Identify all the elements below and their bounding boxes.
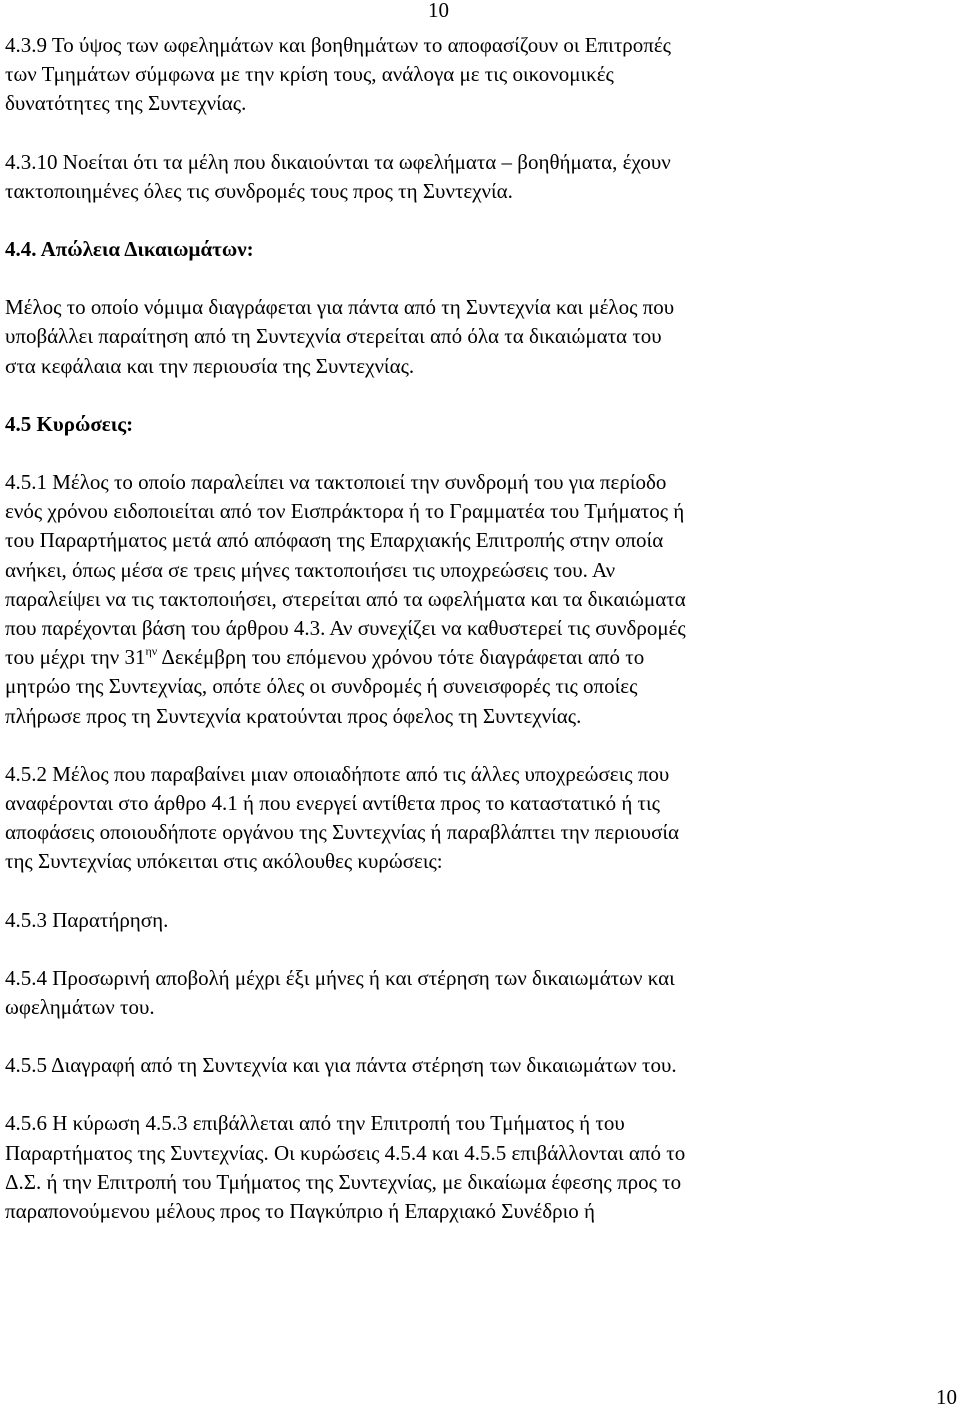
text-line: Δ.Σ. ή την Επιτροπή του Τμήματος της Συντεχνίας, με δικαίωμα έφεσης προς το [5, 1169, 682, 1194]
paragraph-4-4-body [5, 293, 900, 381]
text-line: ενός χρόνου ειδοποιείται από τον Εισπράκτορα ή το Γραμματέα του Τμήματος ή [5, 499, 685, 524]
heading-text: 4.4. Απώλεια Δικαιωμάτων: [5, 237, 254, 262]
text-line: του Παραρτήματος μετά από απόφαση της Επαρχιακής Επιτροπής στην οποία [5, 528, 664, 553]
text-line: ωφελημάτων του. [5, 995, 155, 1020]
paragraph-4-5-5 [5, 1051, 900, 1080]
text-line: 4.3.9 Το ύψος των ωφελημάτων και βοηθημάτων το αποφασίζουν οι Επιτροπές [5, 33, 671, 57]
text-line: 4.3.10 Νοείται ότι τα μέλη που δικαιούνται τα ωφελήματα – βοηθήματα, έχουν [5, 149, 671, 174]
text-line: 4.5.3 Παρατήρηση. [5, 907, 169, 932]
text-line: 4.5.1 Μέλος το οποίο παραλείπει να τακτοποιεί την συνδρομή του για περίοδο [5, 470, 667, 495]
text-line: 4.5.4 Προσωρινή αποβολή μέχρι έξι μήνες ή και στέρηση των δικαιωμάτων και [5, 965, 675, 990]
text-line: 4.5.2 Μέλος που παραβαίνει μιαν οποιαδήποτε από τις άλλες υποχρεώσεις που [5, 761, 670, 786]
text-line: που παρέχονται βάση του άρθρου 4.3. Αν συνεχίζει να καθυστερεί τις συνδρομές [5, 616, 686, 641]
text-line: των Τμημάτων σύμφωνα με την κρίση τους, ανάλογα με τις οικονομικές [5, 62, 614, 87]
text-line: δυνατότητες της Συντεχνίας. [5, 91, 247, 116]
paragraph-4-3-9 [5, 31, 900, 119]
section-heading-4-5 [5, 410, 900, 439]
paragraph-4-5-2 [5, 760, 900, 877]
ordinal-superscript: ην [145, 644, 158, 659]
paragraph-4-5-4 [5, 964, 900, 1022]
text-segment: Δεκέμβρη του επόμενου χρόνου τότε διαγράφεται από το [157, 645, 645, 670]
text-line: τακτοποιημένες όλες τις συνδρομές τους προς τη Συντεχνία. [5, 178, 513, 203]
paragraph-4-5-6 [5, 1109, 900, 1226]
text-line: ανήκει, όπως μέσα σε τρεις μήνες τακτοποιήσει τις υποχρεώσεις του. Αν [5, 557, 616, 582]
page-number-bottom: 10 [936, 1385, 957, 1409]
text-line: Μέλος το οποίο νόμιμα διαγράφεται για πάντα από τη Συντεχνία και μέλος που [5, 295, 675, 320]
paragraph-4-5-1 [5, 468, 900, 731]
text-line: αποφάσεις οποιουδήποτε οργάνου της Συντεχνίας ή παραβλάπτει την περιουσία [5, 820, 680, 845]
text-line: της Συντεχνίας υπόκειται στις ακόλουθες κυρώσεις: [5, 849, 443, 874]
text-line: αναφέρονται στο άρθρο 4.1 ή που ενεργεί αντίθετα προς το καταστατικό ή τις [5, 791, 660, 816]
text-line: Παραρτήματος της Συντεχνίας. Οι κυρώσεις 4.5.4 και 4.5.5 επιβάλλονται από το [5, 1140, 686, 1165]
text-line: παραπονούμενου μέλους προς το Παγκύπριο ή Επαρχιακό Συνέδριο ή [5, 1199, 595, 1224]
text-line: πλήρωσε προς τη Συντεχνία κρατούνται προς όφελος τη Συντεχνίας. [5, 703, 582, 728]
text-line: μητρώο της Συντεχνίας, οπότε όλες οι συνδρομές ή συνεισφορές τις οποίες [5, 674, 638, 699]
text-line: 4.5.5 Διαγραφή από τη Συντεχνία και για πάντα στέρηση των δικαιωμάτων του. [5, 1053, 677, 1078]
text-line: υποβάλλει παραίτηση από τη Συντεχνία στερείται από όλα τα δικαιώματα του [5, 324, 662, 349]
text-line: στα κεφάλαια και την περιουσία της Συντεχνίας. [5, 353, 415, 378]
text-segment: του μέχρι την 31 [5, 645, 146, 670]
paragraph-4-5-3 [5, 906, 900, 935]
heading-text: 4.5 Κυρώσεις: [5, 411, 134, 436]
paragraph-4-3-10 [5, 148, 900, 206]
document-body [5, 31, 900, 1255]
page-number-top: 10 [428, 0, 449, 22]
text-line-with-superscript [5, 643, 900, 672]
text-line: 4.5.6 Η κύρωση 4.5.3 επιβάλλεται από την Επιτροπή του Τμήματος ή του [5, 1111, 625, 1136]
section-heading-4-4 [5, 235, 900, 264]
text-line: παραλείψει να τις τακτοποιήσει, στερείται από τα ωφελήματα και τα δικαιώματα [5, 586, 686, 611]
